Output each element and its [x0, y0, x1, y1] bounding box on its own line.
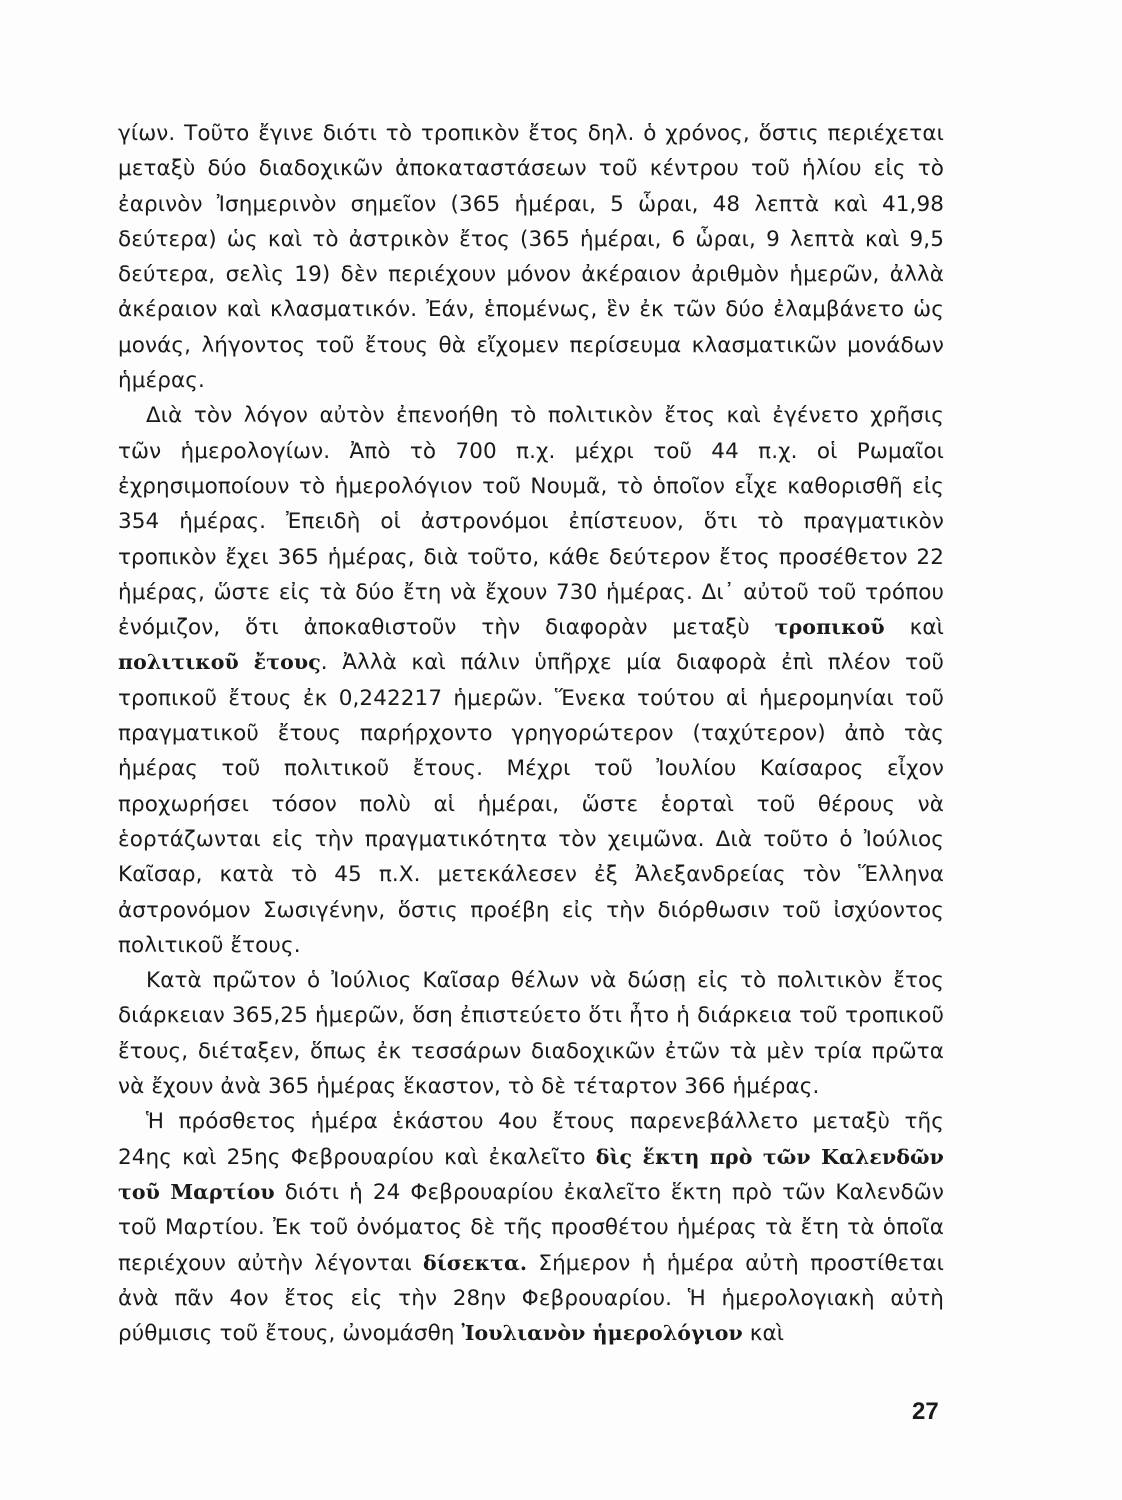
bold-term: δίσεκτα.: [423, 1250, 528, 1275]
text-run: καὶ: [884, 615, 944, 641]
paragraph: [118, 116, 944, 398]
page-number: 27: [912, 1398, 939, 1425]
body-text: [118, 116, 944, 1351]
text-run: διότι ἡ 24 Φεβρουαρίου ἐκαλεῖτο ἕκτη πρὸ τῶν Καλενδῶν τοῦ Μαρτίου. Ἐκ τοῦ ὀνόματος δὲ τῆς προσθέτου ἡμέρας τὰ ἔτη τὰ ὁποῖα περιέχουν αὐτὴν λέγονται: [118, 1179, 944, 1276]
text-run: Ἡ πρόσθετος ἡμέρα ἑκάστου 4ου ἔτους παρενεβάλλετο μεταξὺ τῆς 24ης καὶ 25ης Φεβρουαρίου καὶ ἐκαλεῖτο: [118, 1109, 944, 1170]
text-run: . Ἀλλὰ καὶ πάλιν ὑπῆρχε μία διαφορὰ ἐπὶ πλέον τοῦ τροπικοῦ ἔτους ἐκ 0,242217 ἡμερῶν. Ἕνεκα τούτου αἱ ἡμερομηνίαι τοῦ πραγματικοῦ ἔτους παρήρχοντο γρηγορώτερον (ταχύτερον) ἀπὸ τὰς ἡμέρας τοῦ πολιτικοῦ ἔτους. Μέχρι τοῦ Ἰουλίου Καίσαρος εἶχον προχωρήσει τόσον πολὺ αἱ ἡμέραι, ὥστε ἑορταὶ τοῦ θέρους νὰ ἑορτάζωνται εἰς τὴν πραγματικότητα τὸν χειμῶνα. Διὰ τοῦτο ὁ Ἰούλιος Καῖσαρ, κατὰ τὸ 45 π.Χ. μετεκάλεσεν ἐξ Ἀλεξανδρείας τὸν Ἕλληνα ἀστρονόμον Σωσιγένην, ὅστις προέβη εἰς τὴν διόρθωσιν τοῦ ἰσχύοντος πολιτικοῦ ἔτους.: [118, 650, 944, 958]
paragraph: [118, 398, 944, 963]
paragraph: [118, 963, 944, 1104]
bold-term: Ἰουλιανὸν ἡμερολόγιον: [461, 1321, 743, 1346]
bold-term: τροπικοῦ: [774, 615, 885, 640]
text-run: καὶ: [742, 1321, 785, 1347]
bold-term: πολιτικοῦ ἔτους: [118, 650, 321, 675]
text-run: Σήμερον ἡ ἡμέρα αὐτὴ προστίθεται ἀνὰ πᾶν 4ον ἔτος εἰς τὴν 28ην Φεβρουαρίου. Ἡ ἡμερολογιακὴ αὐτὴ ρύθμισις τοῦ ἔτους, ὠνομάσθη: [118, 1250, 945, 1347]
text-run: Διὰ τὸν λόγον αὐτὸν ἐπενοήθη τὸ πολιτικὸν ἔτος καὶ ἐγένετο χρῆσις τῶν ἡμερολογίων. Ἀπὸ τὸ 700 π.χ. μέχρι τοῦ 44 π.χ. οἱ Ρωμαῖοι ἐχρησιμοποίουν τὸ ἡμερολόγιον τοῦ Νουμᾶ, τὸ ὁποῖον εἶχε καθορισθῆ εἰς 354 ἡμέρας. Ἐπειδὴ οἱ ἀστρονόμοι ἐπίστευον, ὅτι τὸ πραγματικὸν τροπικὸν ἔχει 365 ἡμέρας, διὰ τοῦτο, κάθε δεύτερον ἔτος προσέθετον 22 ἡμέρας, ὥστε εἰς τὰ δύο ἔτη νὰ ἔχουν 730 ἡμέρας. Δι᾿ αὐτοῦ τοῦ τρόπου ἐνόμιζον, ὅτι ἀποκαθιστοῦν τὴν διαφορὰν μεταξὺ: [118, 403, 944, 641]
text-run: γίων. Τοῦτο ἔγινε διότι τὸ τροπικὸν ἔτος δηλ. ὁ χρόνος, ὅστις περιέχεται μεταξὺ δύο διαδοχικῶν ἀποκαταστάσεων τοῦ κέντρου τοῦ ἡλίου εἰς τὸ ἐαρινὸν Ἰσημερινὸν σημεῖον (365 ἡμέραι, 5 ὧραι, 48 λεπτὰ καὶ 41,98 δεύτερα) ὡς καὶ τὸ ἀστρικὸν ἔτος (365 ἡμέραι, 6 ὧραι, 9 λεπτὰ καὶ 9,5 δεύτερα, σελὶς 19) δὲν περιέχουν μόνον ἀκέραιον ἀριθμὸν ἡμερῶν, ἀλλὰ ἀκέραιον καὶ κλασματικόν. Ἐάν, ἑπομένως, ἓν ἐκ τῶν δύο ἐλαμβάνετο ὡς μονάς, λήγοντος τοῦ ἔτους θὰ εἴχομεν περίσευμα κλασματικῶν μονάδων ἡμέρας.: [118, 121, 944, 394]
bold-term: δὶς ἕκτη πρὸ τῶν Καλενδῶν τοῦ Μαρτίου: [118, 1144, 944, 1204]
paragraph: [118, 1104, 944, 1351]
text-run: Κατὰ πρῶτον ὁ Ἰούλιος Καῖσαρ θέλων νὰ δώσῃ εἰς τὸ πολιτικὸν ἔτος διάρκειαν 365,25 ἡμερῶν, ὅση ἐπιστεύετο ὅτι ἦτο ἡ διάρκεια τοῦ τροπικοῦ ἔτους, διέταξεν, ὅπως ἐκ τεσσάρων διαδοχικῶν ἐτῶν τὰ μὲν τρία πρῶτα νὰ ἔχουν ἀνὰ 365 ἡμέρας ἕκαστον, τὸ δὲ τέταρτον 366 ἡμέρας.: [118, 968, 944, 1100]
